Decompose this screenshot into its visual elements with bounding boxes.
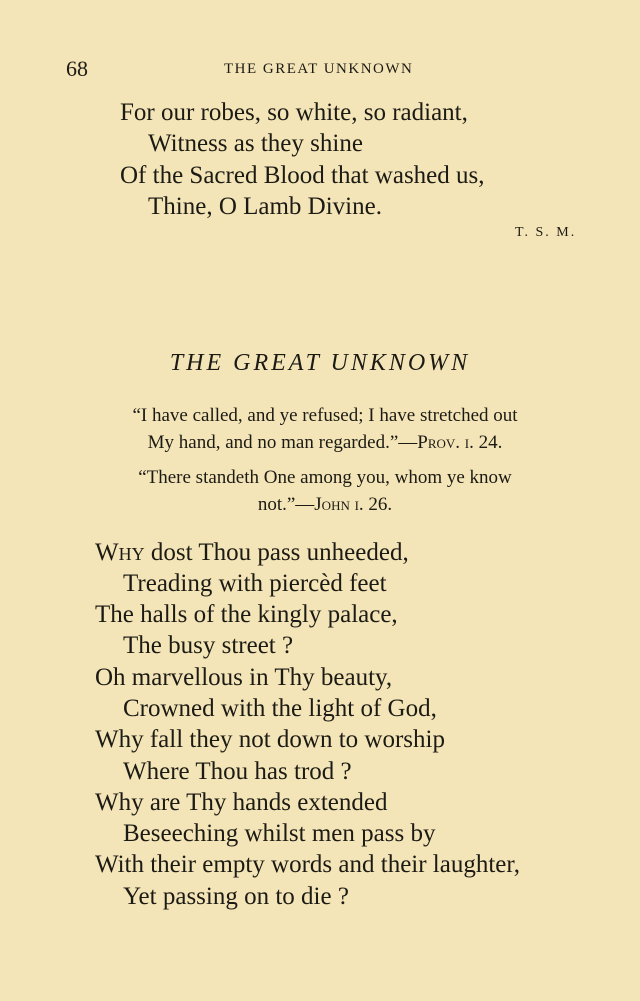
- scripture-reference: John i. 26.: [314, 494, 393, 515]
- poem-line: Yet passing on to die ?: [123, 883, 349, 910]
- epigraph-line: “I have called, and ye refused; I have stretched out: [132, 405, 518, 426]
- poem-line: Why fall they not down to worship: [95, 726, 445, 753]
- epigraph: [80, 464, 570, 518]
- author-signature: T. S. M.: [515, 225, 577, 240]
- poem-line: Crowned with the light of God,: [123, 695, 437, 722]
- epigraph-text: not.”—: [257, 494, 315, 515]
- first-line-text: dost Thou pass unheeded,: [144, 539, 409, 566]
- page-number: 68: [66, 56, 88, 81]
- epigraph: [80, 402, 570, 456]
- poem-line: Where Thou has trod ?: [123, 758, 352, 785]
- poem-line: For our robes, so white, so radiant,: [120, 99, 468, 126]
- poem-line: Thine, O Lamb Divine.: [148, 193, 382, 220]
- running-head: [0, 56, 640, 84]
- poem-line: With their empty words and their laughter,: [95, 851, 520, 878]
- poem-line: The halls of the kingly palace,: [95, 601, 398, 628]
- scripture-reference: Prov. i. 24.: [417, 432, 503, 453]
- epigraph-line: “There standeth One among you, whom ye know: [138, 467, 512, 488]
- poem-line: [95, 538, 409, 568]
- poem-line: Beseeching whilst men pass by: [123, 820, 436, 847]
- epigraph-line: [80, 429, 570, 456]
- poem-line: Treading with piercèd feet: [123, 570, 387, 597]
- running-title: THE GREAT UNKNOWN: [224, 61, 414, 77]
- epigraph-text: My hand, and no man regarded.”—: [147, 432, 418, 453]
- poem-line: Why are Thy hands extended: [95, 789, 388, 816]
- poem-line: Of the Sacred Blood that washed us,: [120, 162, 485, 189]
- poem-line: Witness as they shine: [148, 130, 363, 157]
- epigraph-line: [80, 491, 570, 518]
- poem-line: Oh marvellous in Thy beauty,: [95, 664, 393, 691]
- first-word: Why: [95, 539, 145, 566]
- poem-line: The busy street ?: [123, 632, 294, 659]
- section-title: THE GREAT UNKNOWN: [169, 350, 471, 376]
